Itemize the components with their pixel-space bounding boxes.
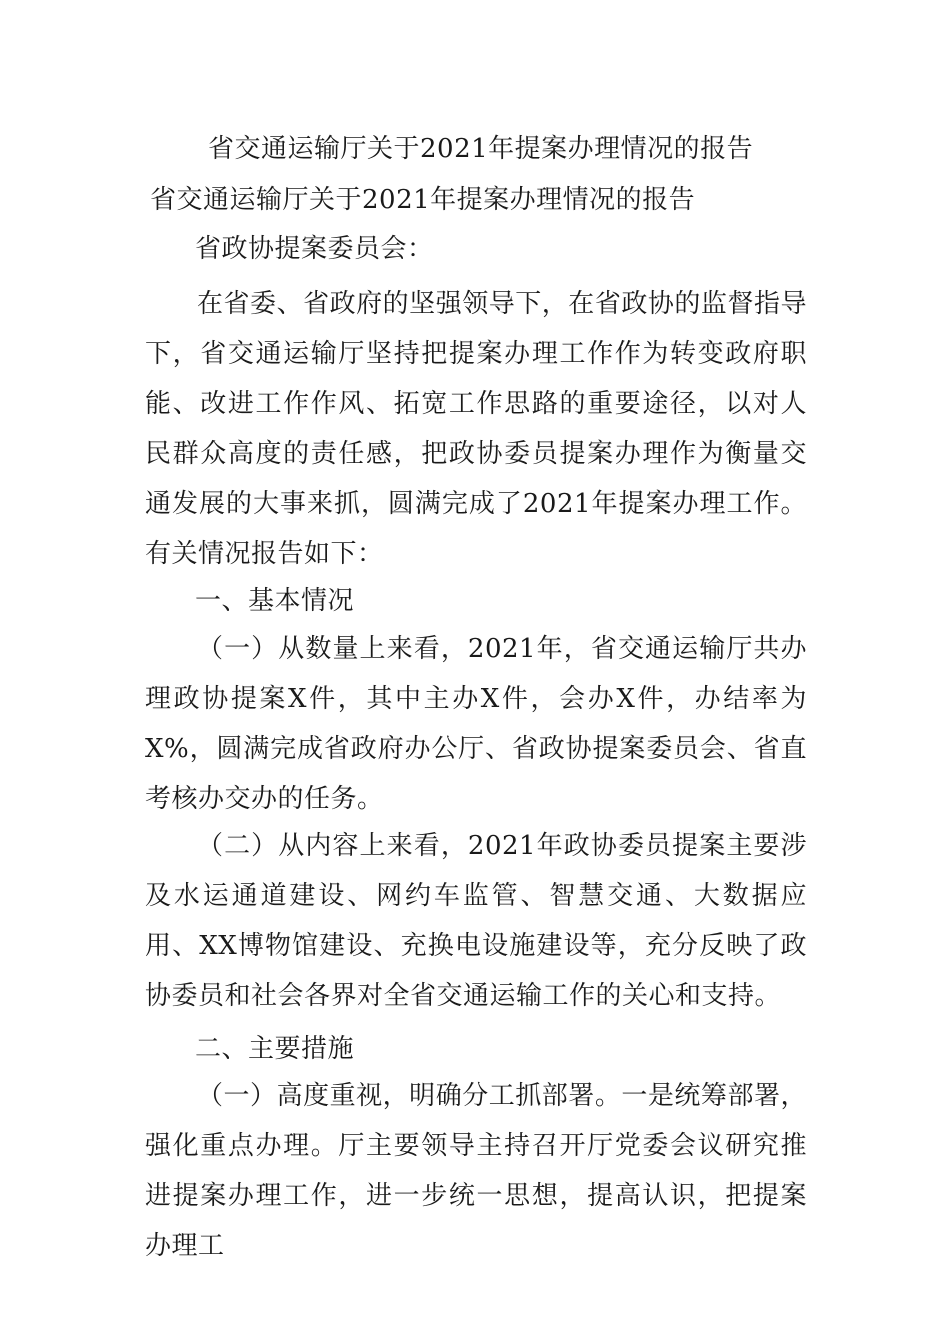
paragraph-content: （二）从内容上来看，2021年政协委员提案主要涉及水运通道建设、网约车监管、智慧交通、大数据应用、XX博物馆建设、充换电设施建设等，充分反映了政协委员和社会各界对全省交通运输工作的关心和支持。 (145, 831, 807, 1011)
section-heading-main-measures: 二、主要措施 (195, 1034, 355, 1064)
salutation: 省政协提案委员会： (195, 234, 434, 264)
paragraph-measures: （一）高度重视，明确分工抓部署。一是统筹部署，强化重点办理。厅主要领导主持召开厅党委会议研究推进提案办理工作，进一步统一思想，提高认识，把提案办理工 (145, 1081, 807, 1261)
document-subtitle: 省交通运输厅关于2021年提案办理情况的报告 (150, 185, 696, 215)
section-heading-basic-situation: 一、基本情况 (195, 586, 355, 616)
intro-paragraph: 在省委、省政府的坚强领导下，在省政协的监督指导下，省交通运输厅坚持把提案办理工作作为转变政府职能、改进工作作风、拓宽工作思路的重要途径，以对人民群众高度的责任感，把政协委员提案办理作为衡量交通发展的大事来抓，圆满完成了2021年提案办理工作。有关情况报告如下： (145, 289, 807, 569)
paragraph-quantity: （一）从数量上来看，2021年，省交通运输厅共办理政协提案X件，其中主办X件，会办X件，办结率为X%，圆满完成省政府办公厅、省政协提案委员会、省直考核办交办的任务。 (145, 634, 807, 814)
document-title: 省交通运输厅关于2021年提案办理情况的报告 (208, 134, 754, 164)
